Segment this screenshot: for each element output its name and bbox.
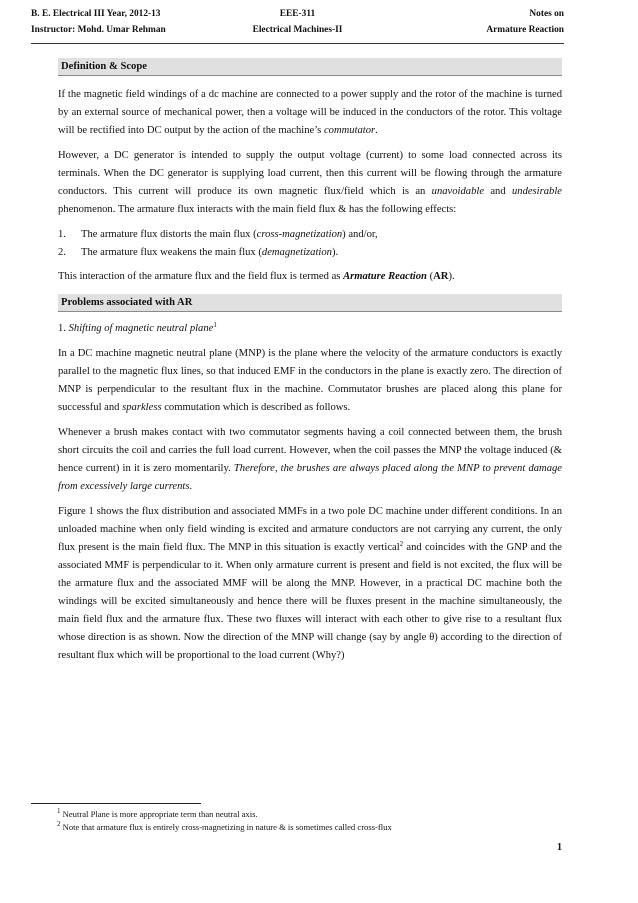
effects-list: [58, 226, 562, 262]
document-body: [58, 58, 562, 672]
instructor-name: Instructor: Mohd. Umar Rehman: [31, 25, 166, 35]
footnote-1: $^1$ Neutral Plane is more appropriate term than neutral axis.: [57, 807, 258, 819]
paragraph-definition-1: If the magnetic field windings of a dc machine are connected to a power supply and the rotor of the machine is turned by an external source of mechanical power, then a voltage will be induced in the conductors of the rotor. This voltage will be rectified into DC output by the action of the machine’s commutator.: [58, 89, 562, 136]
course-year: B. E. Electrical III Year, 2012-13: [31, 9, 161, 19]
section-heading-problems: Problems associated with AR: [58, 294, 562, 312]
paragraph-ar-definition: This interaction of the armature flux and the field flux is termed as Armature Reaction (AR).: [58, 271, 455, 282]
course-code: EEE-311: [279, 9, 316, 19]
footnote-2: $^2$ Note that armature flux is entirely cross-magnetizing in nature & is sometimes called cross-flux: [57, 820, 392, 832]
page-number: 1: [557, 842, 562, 853]
list-item: 1. The armature flux distorts the main flux (cross-magnetization) and/or,: [58, 229, 378, 240]
paragraph-mnp-1: In a DC machine magnetic neutral plane (MNP) is the plane where the velocity of the armature conductors is exactly parallel to the magnetic flux lines, so that induced EMF in the conductors in the plane is exactly zero. The direction of MNP is perpendicular to the resultant flux in the machine. Commutator brushes are placed along this plane for successful and sparkless commutation which is described as follows.: [58, 348, 562, 413]
footnote-rule: [31, 803, 201, 804]
notes-topic: Armature Reaction: [486, 25, 564, 35]
paragraph-definition-2: However, a DC generator is intended to supply the output voltage (current) to some load connected across its terminals. When the DC generator is supplying load current, then this current will be flowing through the armature conductors. This current will produce its own magnetic flux/field which is an unavoidable and undesirable phenomenon. The armature flux interacts with the main field flux & has the following effects:: [58, 150, 562, 215]
course-title: Electrical Machines-II: [252, 25, 343, 35]
paragraph-mnp-2: Whenever a brush makes contact with two commutator segments having a coil connected between them, the brush short circuits the coil and carries the full load current. However, when the coil passes the MNP the voltage induced (& hence current) in it is zero momentarily. Therefore, the brushes are always placed along the MNP to prevent damage from excessively large currents.: [58, 427, 562, 492]
section-heading-definition: Definition & Scope: [58, 58, 562, 76]
notes-on-label: Notes on: [529, 9, 564, 19]
list-item: 2. The armature flux weakens the main flux (demagnetization).: [58, 247, 339, 258]
paragraph-figure-1: Figure 1 shows the flux distribution and associated MMFs in a two pole DC machine under different conditions. In an unloaded machine when only field winding is excited and armature conductors are not carrying any current, the only flux present is the main field flux. The MNP in this situation is exactly vertical$^2$ and coincides with the GNP and the associated MMF is perpendicular to it. When only armature current is present and field is not excited, the flux will be the armature flux and the associated MMF will be along the MNP. However, in a practical DC machine both the windings will be excited simultaneously and hence there will be fluxes present in the machine simultaneously, the main field flux and the armature flux. These two fluxes will interact with each other to give rise to a resultant flux whose direction is as shown. Now the direction of the MNP will change (say by angle θ) according to the direction of resultant flux which will be proportional to the load current (Why?): [58, 506, 562, 661]
page-header: [31, 5, 564, 44]
subheading-shifting-mnp: 1. Shifting of magnetic neutral plane$^1$: [58, 321, 217, 334]
